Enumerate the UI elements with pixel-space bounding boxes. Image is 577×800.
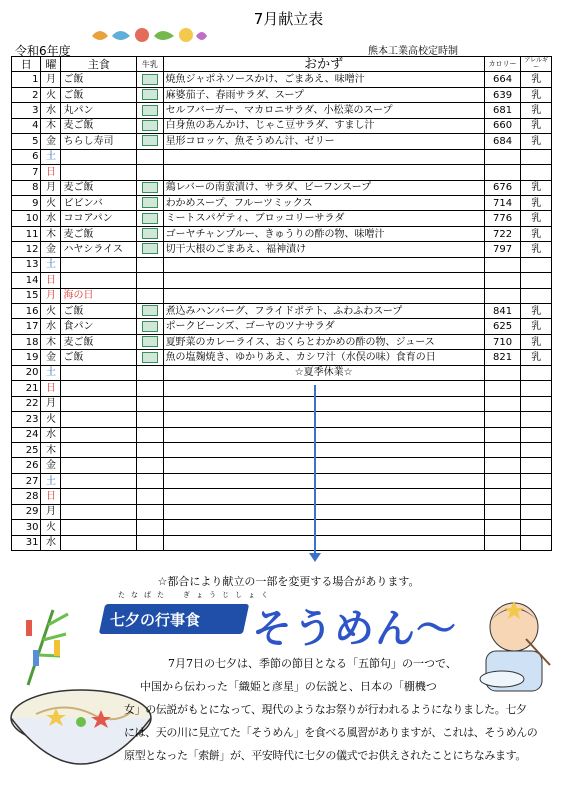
header-milk: 牛乳: [137, 57, 163, 72]
day-cell: 10: [12, 211, 41, 226]
feature-body: [124, 652, 545, 767]
calorie-cell: [484, 149, 521, 164]
side-cell: 星形コロッケ、魚そうめん汁、ゼリー: [163, 134, 484, 149]
dow-cell: 土: [41, 473, 61, 488]
allergy-cell: [521, 396, 552, 411]
side-cell: [163, 396, 484, 411]
table-row: [12, 134, 552, 149]
calorie-cell: [484, 381, 521, 396]
side-cell: 煮込みハンバーグ、フライドポテト、ふわふわスープ: [163, 304, 484, 319]
milk-cell: [137, 520, 163, 535]
calorie-cell: 821: [484, 350, 521, 365]
milk-cell: [137, 72, 163, 87]
bamboo-decoration: [18, 600, 78, 690]
milk-carton-icon: [142, 321, 158, 332]
dow-cell: 火: [41, 520, 61, 535]
table-row: [12, 242, 552, 257]
side-cell: [163, 535, 484, 550]
feature-headline: そうめん～: [252, 606, 457, 652]
header-allergy: アレルギー: [521, 57, 552, 72]
side-cell: [163, 427, 484, 442]
allergy-cell: [521, 489, 552, 504]
dow-cell: 木: [41, 226, 61, 241]
table-row: [12, 103, 552, 118]
calorie-cell: [484, 257, 521, 272]
table-row: [12, 334, 552, 349]
calorie-cell: [484, 396, 521, 411]
milk-cell: [137, 304, 163, 319]
calorie-cell: 776: [484, 211, 521, 226]
milk-carton-icon: [142, 74, 158, 85]
day-cell: 24: [12, 427, 41, 442]
allergy-cell: [521, 427, 552, 442]
calorie-cell: 841: [484, 304, 521, 319]
day-cell: 31: [12, 535, 41, 550]
dow-cell: 木: [41, 118, 61, 133]
side-cell: 魚の塩麹焼き、ゆかりあえ、カシワ汁（水俣の味）食育の日: [163, 350, 484, 365]
vacation-arrowhead: [309, 553, 321, 562]
milk-carton-icon: [142, 352, 158, 363]
staple-cell: ビビンバ: [61, 195, 137, 210]
day-cell: 3: [12, 103, 41, 118]
page-title: 7月献立表: [253, 10, 324, 28]
staple-cell: [61, 458, 137, 473]
table-row: [12, 365, 552, 380]
calorie-cell: 684: [484, 134, 521, 149]
table-row: [12, 288, 552, 303]
staple-cell: [61, 412, 137, 427]
day-cell: 12: [12, 242, 41, 257]
table-row: [12, 504, 552, 519]
day-cell: 5: [12, 134, 41, 149]
header-day: 日: [12, 57, 41, 72]
table-row: [12, 350, 552, 365]
side-cell: [163, 458, 484, 473]
allergy-cell: 乳: [521, 211, 552, 226]
side-cell: ミートスパゲティ、ブロッコリーサラダ: [163, 211, 484, 226]
allergy-cell: [521, 520, 552, 535]
dow-cell: 木: [41, 442, 61, 457]
staple-cell: [61, 427, 137, 442]
milk-cell: [137, 412, 163, 427]
change-notice: ☆都合により献立の一部を変更する場合があります。: [157, 575, 420, 588]
day-cell: 30: [12, 520, 41, 535]
staple-cell: [61, 257, 137, 272]
day-cell: 17: [12, 319, 41, 334]
allergy-cell: 乳: [521, 72, 552, 87]
dow-cell: 火: [41, 412, 61, 427]
milk-carton-icon: [142, 182, 158, 193]
dow-cell: 水: [41, 427, 61, 442]
day-cell: 8: [12, 180, 41, 195]
dow-cell: 火: [41, 195, 61, 210]
milk-cell: [137, 396, 163, 411]
table-row: [12, 396, 552, 411]
staple-cell: [61, 396, 137, 411]
day-cell: 9: [12, 195, 41, 210]
calorie-cell: 681: [484, 103, 521, 118]
calorie-cell: [484, 535, 521, 550]
calorie-cell: 639: [484, 87, 521, 102]
milk-cell: [137, 334, 163, 349]
milk-carton-icon: [142, 120, 158, 131]
staple-cell: [61, 381, 137, 396]
side-cell: [163, 381, 484, 396]
table-row: [12, 520, 552, 535]
milk-carton-icon: [142, 336, 158, 347]
side-cell: わかめスープ、フルーツミックス: [163, 195, 484, 210]
allergy-cell: [521, 165, 552, 180]
milk-cell: [137, 180, 163, 195]
allergy-cell: 乳: [521, 334, 552, 349]
allergy-cell: 乳: [521, 350, 552, 365]
staple-cell: ご飯: [61, 72, 137, 87]
header-dow: 曜: [41, 57, 61, 72]
staple-cell: ちらし寿司: [61, 134, 137, 149]
side-cell: [163, 412, 484, 427]
feature-line: 女」の伝説がもとになって、現代のようなお祭りが行われるようになりました。七夕: [124, 703, 527, 716]
calorie-cell: [484, 442, 521, 457]
allergy-cell: 乳: [521, 87, 552, 102]
sea-creatures-decoration: [90, 22, 208, 46]
header-staple: 主食: [61, 57, 137, 72]
calorie-cell: [484, 165, 521, 180]
staple-cell: [61, 489, 137, 504]
side-cell: 白身魚のあんかけ、じゃこ豆サラダ、すまし汁: [163, 118, 484, 133]
dow-cell: 火: [41, 87, 61, 102]
side-cell: [163, 149, 484, 164]
feature-line: 原型となった「索餅」が、平安時代に七夕の儀式でお供えされたことにちなみます。: [124, 749, 526, 762]
dow-cell: 日: [41, 381, 61, 396]
dow-cell: 水: [41, 319, 61, 334]
staple-cell: 丸パン: [61, 103, 137, 118]
milk-cell: [137, 242, 163, 257]
table-row: [12, 381, 552, 396]
side-cell: 焼魚ジャポネソースかけ、ごまあえ、味噌汁: [163, 72, 484, 87]
dow-cell: 金: [41, 350, 61, 365]
staple-cell: ご飯: [61, 350, 137, 365]
dow-cell: 金: [41, 458, 61, 473]
milk-cell: [137, 365, 163, 380]
milk-cell: [137, 489, 163, 504]
dow-cell: 木: [41, 334, 61, 349]
allergy-cell: 乳: [521, 195, 552, 210]
milk-cell: [137, 103, 163, 118]
table-row: [12, 211, 552, 226]
dow-cell: 月: [41, 396, 61, 411]
day-cell: 20: [12, 365, 41, 380]
milk-cell: [137, 442, 163, 457]
side-cell: 夏野菜のカレーライス、おくらとわかめの酢の物、ジュース: [163, 334, 484, 349]
milk-cell: [137, 118, 163, 133]
feature-line: には、天の川に見立てた「そうめん」を食べる風習がありますが、これは、そうめんの: [124, 726, 538, 739]
day-cell: 14: [12, 273, 41, 288]
staple-cell: [61, 535, 137, 550]
table-row: [12, 180, 552, 195]
dow-cell: 土: [41, 149, 61, 164]
menu-table: [11, 56, 552, 551]
staple-cell: ご飯: [61, 304, 137, 319]
dow-cell: 日: [41, 489, 61, 504]
table-row: [12, 427, 552, 442]
milk-cell: [137, 458, 163, 473]
table-row: [12, 535, 552, 550]
banner-title: 七夕の行事食: [110, 611, 201, 629]
milk-cell: [137, 473, 163, 488]
allergy-cell: [521, 365, 552, 380]
dow-cell: 月: [41, 180, 61, 195]
staple-cell: [61, 365, 137, 380]
staple-cell: 食パン: [61, 319, 137, 334]
allergy-cell: [521, 412, 552, 427]
calorie-cell: [484, 504, 521, 519]
staple-cell: [61, 165, 137, 180]
calorie-cell: [484, 412, 521, 427]
calorie-cell: [484, 458, 521, 473]
milk-cell: [137, 319, 163, 334]
table-row: [12, 473, 552, 488]
milk-carton-icon: [142, 213, 158, 224]
staple-cell: ココアパン: [61, 211, 137, 226]
table-row: [12, 273, 552, 288]
allergy-cell: 乳: [521, 134, 552, 149]
allergy-cell: [521, 273, 552, 288]
side-cell: [163, 489, 484, 504]
allergy-cell: [521, 257, 552, 272]
header-side: おかず: [163, 57, 484, 72]
side-cell: セルフバーガー、マカロニサラダ、小松菜のスープ: [163, 103, 484, 118]
milk-cell: [137, 87, 163, 102]
header-calorie: カロリー: [484, 57, 521, 72]
day-cell: 4: [12, 118, 41, 133]
feature-line: 7月7日の七夕は、季節の節目となる「五節句」の一つで、: [168, 657, 457, 670]
day-cell: 22: [12, 396, 41, 411]
day-cell: 19: [12, 350, 41, 365]
day-cell: 13: [12, 257, 41, 272]
dow-cell: 月: [41, 72, 61, 87]
calorie-cell: 714: [484, 195, 521, 210]
milk-cell: [137, 195, 163, 210]
allergy-cell: [521, 504, 552, 519]
calorie-cell: [484, 427, 521, 442]
day-cell: 26: [12, 458, 41, 473]
table-header-row: [12, 57, 552, 72]
table-row: [12, 195, 552, 210]
milk-carton-icon: [142, 228, 158, 239]
allergy-cell: 乳: [521, 319, 552, 334]
calorie-cell: [484, 473, 521, 488]
milk-cell: [137, 211, 163, 226]
allergy-cell: 乳: [521, 180, 552, 195]
allergy-cell: 乳: [521, 226, 552, 241]
milk-carton-icon: [142, 305, 158, 316]
side-cell: [163, 473, 484, 488]
table-row: [12, 458, 552, 473]
allergy-cell: [521, 288, 552, 303]
milk-cell: [137, 149, 163, 164]
side-cell: 麻婆茄子、春雨サラダ、スープ: [163, 87, 484, 102]
milk-cell: [137, 134, 163, 149]
milk-carton-icon: [142, 197, 158, 208]
allergy-cell: 乳: [521, 304, 552, 319]
calorie-cell: 710: [484, 334, 521, 349]
dow-cell: 火: [41, 304, 61, 319]
calorie-cell: [484, 273, 521, 288]
table-row: [12, 118, 552, 133]
milk-cell: [137, 165, 163, 180]
dow-cell: 金: [41, 242, 61, 257]
staple-cell: [61, 442, 137, 457]
table-row: [12, 72, 552, 87]
milk-cell: [137, 535, 163, 550]
school-name: 熊本工業高校定時制: [368, 46, 458, 57]
staple-cell: [61, 149, 137, 164]
table-row: [12, 304, 552, 319]
calorie-cell: [484, 365, 521, 380]
table-row: [12, 489, 552, 504]
side-cell: 切干大根のごまあえ、福神漬け: [163, 242, 484, 257]
allergy-cell: [521, 458, 552, 473]
calorie-cell: [484, 489, 521, 504]
side-cell: [163, 288, 484, 303]
side-cell: [163, 520, 484, 535]
dow-cell: 月: [41, 504, 61, 519]
milk-cell: [137, 381, 163, 396]
milk-carton-icon: [142, 105, 158, 116]
side-cell: 鶏レバーの南蛮漬け、サラダ、ビーフンスープ: [163, 180, 484, 195]
feature-line: 中国から伝わった「織姫と彦星」の伝説と、日本の「棚機つ: [140, 680, 437, 693]
table-row: [12, 319, 552, 334]
dow-cell: 土: [41, 365, 61, 380]
dow-cell: 日: [41, 273, 61, 288]
staple-cell: 麦ご飯: [61, 334, 137, 349]
milk-carton-icon: [142, 243, 158, 254]
day-cell: 2: [12, 87, 41, 102]
dow-cell: 水: [41, 211, 61, 226]
table-row: [12, 226, 552, 241]
allergy-cell: [521, 149, 552, 164]
staple-cell: [61, 273, 137, 288]
allergy-cell: [521, 442, 552, 457]
table-row: [12, 257, 552, 272]
side-cell: [163, 257, 484, 272]
table-row: [12, 442, 552, 457]
staple-cell: ご飯: [61, 87, 137, 102]
staple-cell: 海の日: [61, 288, 137, 303]
table-row: [12, 87, 552, 102]
day-cell: 7: [12, 165, 41, 180]
calorie-cell: 797: [484, 242, 521, 257]
milk-cell: [137, 350, 163, 365]
milk-cell: [137, 226, 163, 241]
dow-cell: 日: [41, 165, 61, 180]
calorie-cell: 722: [484, 226, 521, 241]
milk-cell: [137, 273, 163, 288]
milk-carton-icon: [142, 135, 158, 146]
dow-cell: 水: [41, 103, 61, 118]
side-cell: [163, 273, 484, 288]
staple-cell: 麦ご飯: [61, 118, 137, 133]
allergy-cell: 乳: [521, 242, 552, 257]
banner-ruby: たなばた ぎょうじしょく: [118, 591, 274, 599]
milk-cell: [137, 257, 163, 272]
milk-cell: [137, 427, 163, 442]
calorie-cell: 625: [484, 319, 521, 334]
calorie-cell: 660: [484, 118, 521, 133]
staple-cell: 麦ご飯: [61, 180, 137, 195]
day-cell: 18: [12, 334, 41, 349]
table-row: [12, 412, 552, 427]
allergy-cell: 乳: [521, 118, 552, 133]
school-year: 令和6年度: [15, 44, 71, 58]
day-cell: 16: [12, 304, 41, 319]
day-cell: 29: [12, 504, 41, 519]
calorie-cell: 676: [484, 180, 521, 195]
side-cell: ゴーヤチャンプルー、きゅうりの酢の物、味噌汁: [163, 226, 484, 241]
side-cell: ポークビーンズ、ゴーヤのツナサラダ: [163, 319, 484, 334]
dow-cell: 月: [41, 288, 61, 303]
staple-cell: [61, 504, 137, 519]
staple-cell: 麦ご飯: [61, 226, 137, 241]
staple-cell: [61, 520, 137, 535]
day-cell: 23: [12, 412, 41, 427]
day-cell: 27: [12, 473, 41, 488]
dow-cell: 水: [41, 535, 61, 550]
side-cell: [163, 504, 484, 519]
allergy-cell: 乳: [521, 103, 552, 118]
staple-cell: ハヤシライス: [61, 242, 137, 257]
day-cell: 1: [12, 72, 41, 87]
milk-carton-icon: [142, 89, 158, 100]
dow-cell: 金: [41, 134, 61, 149]
table-row: [12, 149, 552, 164]
side-cell: [163, 165, 484, 180]
side-cell: [163, 442, 484, 457]
side-cell: ☆夏季休業☆: [163, 365, 484, 380]
day-cell: 28: [12, 489, 41, 504]
calorie-cell: [484, 288, 521, 303]
table-row: [12, 165, 552, 180]
day-cell: 15: [12, 288, 41, 303]
vacation-arrow: [314, 385, 316, 555]
day-cell: 6: [12, 149, 41, 164]
dow-cell: 土: [41, 257, 61, 272]
allergy-cell: [521, 381, 552, 396]
calorie-cell: 664: [484, 72, 521, 87]
allergy-cell: [521, 473, 552, 488]
staple-cell: [61, 473, 137, 488]
milk-cell: [137, 504, 163, 519]
allergy-cell: [521, 535, 552, 550]
calorie-cell: [484, 520, 521, 535]
milk-cell: [137, 288, 163, 303]
day-cell: 25: [12, 442, 41, 457]
day-cell: 21: [12, 381, 41, 396]
day-cell: 11: [12, 226, 41, 241]
